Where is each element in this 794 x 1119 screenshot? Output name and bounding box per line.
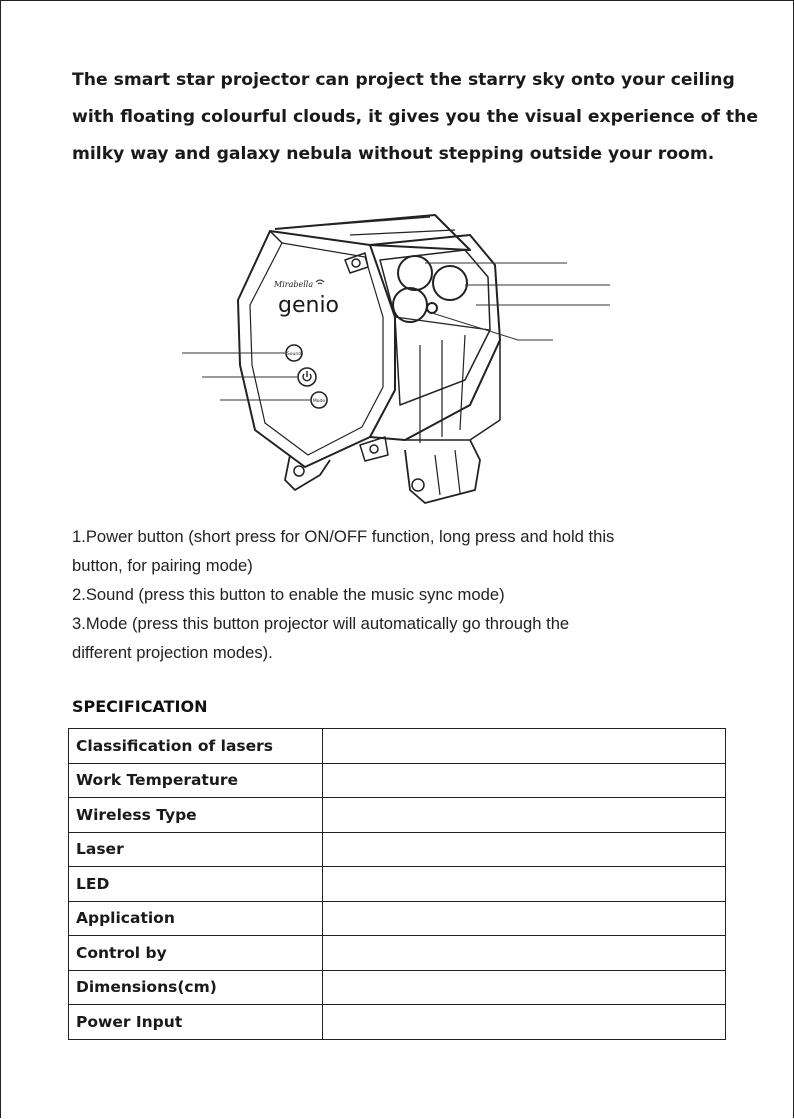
projector-bevel <box>250 243 383 455</box>
laser-lens-left <box>393 288 427 322</box>
table-row <box>69 729 726 764</box>
intro-line: The smart star projector can project the starry sky onto your ceiling <box>72 70 735 90</box>
brand-logo: genio <box>278 293 340 318</box>
power-icon <box>303 371 311 381</box>
spec-value <box>323 901 726 936</box>
table-row <box>69 1005 726 1040</box>
projector-illustration <box>170 205 620 510</box>
spec-label: Dimensions(cm) <box>69 970 323 1005</box>
spec-label: Application <box>69 901 323 936</box>
note-sound: 2.Sound (press this button to enable the music sync mode) <box>72 585 505 604</box>
laser-lens-right <box>433 266 467 300</box>
projector-body-outline <box>238 231 395 467</box>
brand-small-label: Mirabella <box>274 280 314 289</box>
spec-value <box>323 970 726 1005</box>
spec-label: Classification of lasers <box>69 729 323 764</box>
spec-value <box>323 936 726 971</box>
spec-label: Work Temperature <box>69 763 323 798</box>
stand-foot-left <box>285 455 330 490</box>
intro-paragraph <box>72 62 759 173</box>
stand-foot-right <box>405 440 480 503</box>
note-mode-line: 3.Mode (press this button projector will automatically go through the <box>72 614 570 633</box>
table-row <box>69 763 726 798</box>
intro-line: milky way and galaxy nebula without stepping outside your room. <box>72 144 715 164</box>
spec-value <box>323 798 726 833</box>
table-row <box>69 936 726 971</box>
button-notes <box>72 522 742 667</box>
spec-value <box>323 867 726 902</box>
sound-button-label: Sound <box>286 352 302 357</box>
spec-value <box>323 832 726 867</box>
spec-label: Power Input <box>69 1005 323 1040</box>
mode-button-label: Mode <box>312 399 326 404</box>
intro-line: with floating colourful clouds, it gives you the visual experience of the <box>72 107 759 127</box>
note-power-line: button, for pairing mode) <box>72 556 253 575</box>
table-row <box>69 798 726 833</box>
laser-lens-small <box>427 303 437 313</box>
spec-label: LED <box>69 867 323 902</box>
wifi-icon <box>316 280 324 284</box>
power-button[interactable] <box>298 368 316 386</box>
specification-title: SPECIFICATION <box>72 697 208 716</box>
specification-table <box>68 728 726 1040</box>
table-row <box>69 901 726 936</box>
note-power-line: 1.Power button (short press for ON/OFF function, long press and hold this <box>72 527 615 546</box>
spec-value <box>323 1005 726 1040</box>
spec-value <box>323 729 726 764</box>
table-row <box>69 970 726 1005</box>
laser-lens-top <box>398 256 432 290</box>
spec-label: Control by <box>69 936 323 971</box>
table-row <box>69 832 726 867</box>
spec-value <box>323 763 726 798</box>
spec-label: Wireless Type <box>69 798 323 833</box>
sound-button[interactable] <box>286 345 302 361</box>
note-mode-line: different projection modes). <box>72 643 273 662</box>
mode-button[interactable] <box>311 392 327 408</box>
spec-label: Laser <box>69 832 323 867</box>
table-row <box>69 867 726 902</box>
